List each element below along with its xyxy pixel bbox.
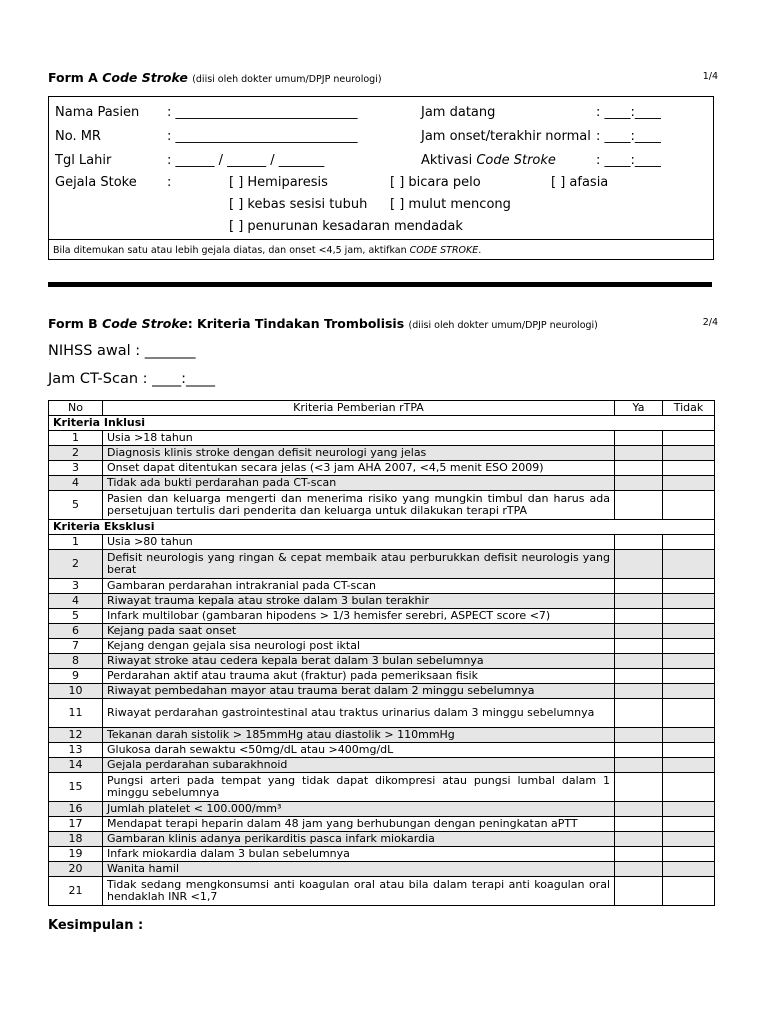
eksklusi-tidak-cell[interactable] <box>663 728 715 743</box>
table-row <box>49 431 715 446</box>
form-b-title-suffix: : Kriteria Tindakan Trombolisis <box>187 316 405 331</box>
symptom-kebas-checkbox[interactable]: [ ] kebas sesisi tubuh <box>229 197 368 212</box>
criteria-text: Perdarahan aktif atau trauma akut (fraktur) pada pemeriksaan fisik <box>103 669 615 684</box>
form-b-page-number: 2/4 <box>702 317 718 328</box>
table-row <box>49 654 715 669</box>
nihss-field[interactable]: NIHSS awal : _______ <box>48 343 196 359</box>
inklusi-ya-cell[interactable] <box>615 431 663 446</box>
eksklusi-ya-cell[interactable] <box>615 579 663 594</box>
eksklusi-tidak-cell[interactable] <box>663 699 715 728</box>
eksklusi-ya-cell[interactable] <box>615 862 663 877</box>
criteria-text: Riwayat perdarahan gastrointestinal atau traktus urinarius dalam 3 minggu sebelumnya <box>103 699 615 728</box>
eksklusi-ya-cell[interactable] <box>615 699 663 728</box>
table-row <box>49 609 715 624</box>
criteria-text: Infark multilobar (gambaran hipodens > 1/3 hemisfer serebri, ASPECT score <7) <box>103 609 615 624</box>
table-row <box>49 832 715 847</box>
table-row <box>49 624 715 639</box>
note-text: Bila ditemukan satu atau lebih gejala diatas, dan onset <4,5 jam, aktifkan <box>53 245 410 256</box>
criteria-number: 1 <box>49 431 103 446</box>
table-row <box>49 847 715 862</box>
table-row <box>49 579 715 594</box>
criteria-text: Tidak ada bukti perdarahan pada CT-scan <box>103 476 615 491</box>
symptom-afasia-checkbox[interactable]: [ ] afasia <box>551 175 609 190</box>
jam-datang-field[interactable]: : ____:____ <box>596 105 661 120</box>
aktivasi-label <box>421 153 556 168</box>
col-tidak-header: Tidak <box>663 401 715 416</box>
table-row <box>49 817 715 832</box>
eksklusi-tidak-cell[interactable] <box>663 832 715 847</box>
tgl-lahir-label: Tgl Lahir <box>55 153 112 168</box>
jam-onset-label: Jam onset/terakhir normal <box>421 129 591 144</box>
form-b-code-stroke: Code Stroke <box>102 316 188 331</box>
criteria-text: Gejala perdarahan subarakhnoid <box>103 758 615 773</box>
table-row <box>49 550 715 579</box>
criteria-text: Gambaran perdarahan intrakranial pada CT-scan <box>103 579 615 594</box>
form-b-subtitle: (diisi oleh dokter umum/DPJP neurologi) <box>408 320 598 331</box>
criteria-number: 2 <box>49 550 103 579</box>
form-a-title <box>48 70 718 85</box>
eksklusi-tidak-cell[interactable] <box>663 862 715 877</box>
inklusi-section <box>49 416 715 431</box>
symptom-penurunan-kesadaran-checkbox[interactable]: [ ] penurunan kesadaran mendadak <box>229 219 463 234</box>
jam-ct-field[interactable]: Jam CT-Scan : ____:____ <box>48 371 216 387</box>
criteria-text: Gambaran klinis adanya perikarditis pasca infark miokardia <box>103 832 615 847</box>
eksklusi-tidak-cell[interactable] <box>663 579 715 594</box>
table-row <box>49 802 715 817</box>
eksklusi-ya-cell[interactable] <box>615 817 663 832</box>
eksklusi-ya-cell[interactable] <box>615 639 663 654</box>
eksklusi-ya-cell[interactable] <box>615 773 663 802</box>
form-b-label: Form B <box>48 316 98 331</box>
eksklusi-tidak-cell[interactable] <box>663 817 715 832</box>
table-row <box>49 862 715 877</box>
col-ya-header: Ya <box>615 401 663 416</box>
inklusi-ya-cell[interactable] <box>615 446 663 461</box>
eksklusi-section-title: Kriteria Eksklusi <box>49 520 715 535</box>
eksklusi-ya-cell[interactable] <box>615 654 663 669</box>
criteria-number: 17 <box>49 817 103 832</box>
jam-onset-field[interactable]: : ____:____ <box>596 129 661 144</box>
criteria-text: Pungsi arteri pada tempat yang tidak dapat dikompresi atau pungsi lumbal dalam 1 minggu sebelumnya <box>103 773 615 802</box>
eksklusi-ya-cell[interactable] <box>615 758 663 773</box>
table-row <box>49 639 715 654</box>
eksklusi-ya-cell[interactable] <box>615 609 663 624</box>
table-row <box>49 491 715 520</box>
criteria-text: Riwayat stroke atau cedera kepala berat dalam 3 bulan sebelumnya <box>103 654 615 669</box>
table-row <box>49 877 715 906</box>
symptom-bicara-pelo-checkbox[interactable]: [ ] bicara pelo <box>390 175 481 190</box>
criteria-text: Riwayat pembedahan mayor atau trauma berat dalam 2 minggu sebelumnya <box>103 684 615 699</box>
eksklusi-tidak-cell[interactable] <box>663 847 715 862</box>
form-a-page-number: 1/4 <box>702 71 718 82</box>
criteria-number: 6 <box>49 624 103 639</box>
criteria-text: Diagnosis klinis stroke dengan defisit neurologi yang jelas <box>103 446 615 461</box>
aktivasi-text: Aktivasi <box>421 153 473 168</box>
criteria-text: Pasien dan keluarga mengerti dan menerima risiko yang mungkin timbul dan harus ada persetujuan tertulis dari penderita dan keluarga untuk dilakukan terapi rTPA <box>103 491 615 520</box>
criteria-text: Mendapat terapi heparin dalam 48 jam yang berhubungan dengan peningkatan aPTT <box>103 817 615 832</box>
tgl-lahir-field[interactable]: : ______ / ______ / _______ <box>167 153 325 168</box>
eksklusi-ya-cell[interactable] <box>615 550 663 579</box>
patient-info-box <box>48 96 714 260</box>
table-row <box>49 758 715 773</box>
criteria-text: Usia >18 tahun <box>103 431 615 446</box>
gejala-label: Gejala Stoke <box>55 175 137 190</box>
aktivasi-code-stroke: Code Stroke <box>476 153 556 168</box>
form-a-subtitle: (diisi oleh dokter umum/DPJP neurologi) <box>192 74 382 85</box>
criteria-number: 9 <box>49 669 103 684</box>
symptom-mulut-mencong-checkbox[interactable]: [ ] mulut mencong <box>390 197 511 212</box>
eksklusi-tidak-cell[interactable] <box>663 550 715 579</box>
criteria-number: 21 <box>49 877 103 906</box>
criteria-number: 11 <box>49 699 103 728</box>
criteria-text: Usia >80 tahun <box>103 535 615 550</box>
table-row <box>49 743 715 758</box>
criteria-text: Kejang dengan gejala sisa neurologi post iktal <box>103 639 615 654</box>
criteria-table <box>48 400 715 906</box>
col-kriteria-header: Kriteria Pemberian rTPA <box>103 401 615 416</box>
eksklusi-ya-cell[interactable] <box>615 877 663 906</box>
col-no-header: No <box>49 401 103 416</box>
eksklusi-tidak-cell[interactable] <box>663 877 715 906</box>
inklusi-ya-cell[interactable] <box>615 461 663 476</box>
criteria-number: 5 <box>49 609 103 624</box>
form-b-title <box>48 316 718 331</box>
criteria-text: Tekanan darah sistolik > 185mmHg atau diastolik > 110mmHg <box>103 728 615 743</box>
criteria-number: 5 <box>49 491 103 520</box>
criteria-number: 14 <box>49 758 103 773</box>
criteria-text: Tidak sedang mengkonsumsi anti koagulan oral atau bila dalam terapi anti koagulan oral hendaklah INR <1,7 <box>103 877 615 906</box>
criteria-number: 3 <box>49 461 103 476</box>
note-end: . <box>478 245 482 256</box>
criteria-text: Infark miokardia dalam 3 bulan sebelumnya <box>103 847 615 862</box>
table-row <box>49 699 715 728</box>
eksklusi-ya-cell[interactable] <box>615 684 663 699</box>
aktivasi-field[interactable]: : ____:____ <box>596 153 661 168</box>
section-divider <box>48 282 712 287</box>
eksklusi-ya-cell[interactable] <box>615 802 663 817</box>
table-row <box>49 684 715 699</box>
criteria-text: Riwayat trauma kepala atau stroke dalam 3 bulan terakhir <box>103 594 615 609</box>
eksklusi-ya-cell[interactable] <box>615 624 663 639</box>
code-stroke-note <box>49 239 713 261</box>
criteria-number: 15 <box>49 773 103 802</box>
table-header-row <box>49 401 715 416</box>
eksklusi-tidak-cell[interactable] <box>663 609 715 624</box>
table-row <box>49 461 715 476</box>
eksklusi-section <box>49 520 715 535</box>
table-row <box>49 594 715 609</box>
eksklusi-ya-cell[interactable] <box>615 669 663 684</box>
jam-datang-label: Jam datang <box>421 105 496 120</box>
form-a-label: Form A <box>48 70 98 85</box>
table-row <box>49 476 715 491</box>
table-row <box>49 728 715 743</box>
criteria-number: 12 <box>49 728 103 743</box>
inklusi-ya-cell[interactable] <box>615 491 663 520</box>
no-mr-field[interactable]: : ____________________________ <box>167 129 358 144</box>
criteria-number: 2 <box>49 446 103 461</box>
criteria-number: 4 <box>49 594 103 609</box>
criteria-number: 1 <box>49 535 103 550</box>
eksklusi-tidak-cell[interactable] <box>663 758 715 773</box>
criteria-number: 18 <box>49 832 103 847</box>
kesimpulan-label: Kesimpulan : <box>48 918 144 933</box>
eksklusi-tidak-cell[interactable] <box>663 802 715 817</box>
criteria-text: Defisit neurologis yang ringan & cepat membaik atau perburukkan defisit neurologis yang berat <box>103 550 615 579</box>
note-code-stroke: CODE STROKE <box>409 245 479 256</box>
table-row <box>49 446 715 461</box>
criteria-number: 20 <box>49 862 103 877</box>
eksklusi-ya-cell[interactable] <box>615 743 663 758</box>
inklusi-section-title: Kriteria Inklusi <box>49 416 715 431</box>
eksklusi-tidak-cell[interactable] <box>663 639 715 654</box>
criteria-number: 13 <box>49 743 103 758</box>
criteria-number: 8 <box>49 654 103 669</box>
criteria-number: 3 <box>49 579 103 594</box>
eksklusi-ya-cell[interactable] <box>615 847 663 862</box>
eksklusi-tidak-cell[interactable] <box>663 624 715 639</box>
eksklusi-tidak-cell[interactable] <box>663 669 715 684</box>
nama-pasien-label: Nama Pasien <box>55 105 140 120</box>
nama-pasien-field[interactable]: : ____________________________ <box>167 105 358 120</box>
no-mr-label: No. MR <box>55 129 101 144</box>
inklusi-tidak-cell[interactable] <box>663 431 715 446</box>
inklusi-tidak-cell[interactable] <box>663 446 715 461</box>
criteria-text: Glukosa darah sewaktu <50mg/dL atau >400mg/dL <box>103 743 615 758</box>
eksklusi-tidak-cell[interactable] <box>663 654 715 669</box>
criteria-number: 16 <box>49 802 103 817</box>
criteria-body <box>49 416 715 906</box>
eksklusi-tidak-cell[interactable] <box>663 535 715 550</box>
eksklusi-tidak-cell[interactable] <box>663 743 715 758</box>
criteria-number: 4 <box>49 476 103 491</box>
inklusi-tidak-cell[interactable] <box>663 461 715 476</box>
table-row <box>49 535 715 550</box>
criteria-text: Kejang pada saat onset <box>103 624 615 639</box>
criteria-number: 10 <box>49 684 103 699</box>
table-row <box>49 773 715 802</box>
table-row <box>49 669 715 684</box>
eksklusi-tidak-cell[interactable] <box>663 594 715 609</box>
inklusi-ya-cell[interactable] <box>615 476 663 491</box>
eksklusi-ya-cell[interactable] <box>615 594 663 609</box>
criteria-number: 19 <box>49 847 103 862</box>
eksklusi-ya-cell[interactable] <box>615 728 663 743</box>
symptom-hemiparesis-checkbox[interactable]: [ ] Hemiparesis <box>229 175 328 190</box>
gejala-colon: : <box>167 175 172 190</box>
criteria-text: Onset dapat ditentukan secara jelas (<3 jam AHA 2007, <4,5 menit ESO 2009) <box>103 461 615 476</box>
inklusi-tidak-cell[interactable] <box>663 491 715 520</box>
eksklusi-ya-cell[interactable] <box>615 535 663 550</box>
criteria-text: Wanita hamil <box>103 862 615 877</box>
eksklusi-tidak-cell[interactable] <box>663 773 715 802</box>
eksklusi-tidak-cell[interactable] <box>663 684 715 699</box>
criteria-number: 7 <box>49 639 103 654</box>
criteria-text: Jumlah platelet < 100.000/mm³ <box>103 802 615 817</box>
eksklusi-ya-cell[interactable] <box>615 832 663 847</box>
inklusi-tidak-cell[interactable] <box>663 476 715 491</box>
form-a-code-stroke: Code Stroke <box>102 70 188 85</box>
